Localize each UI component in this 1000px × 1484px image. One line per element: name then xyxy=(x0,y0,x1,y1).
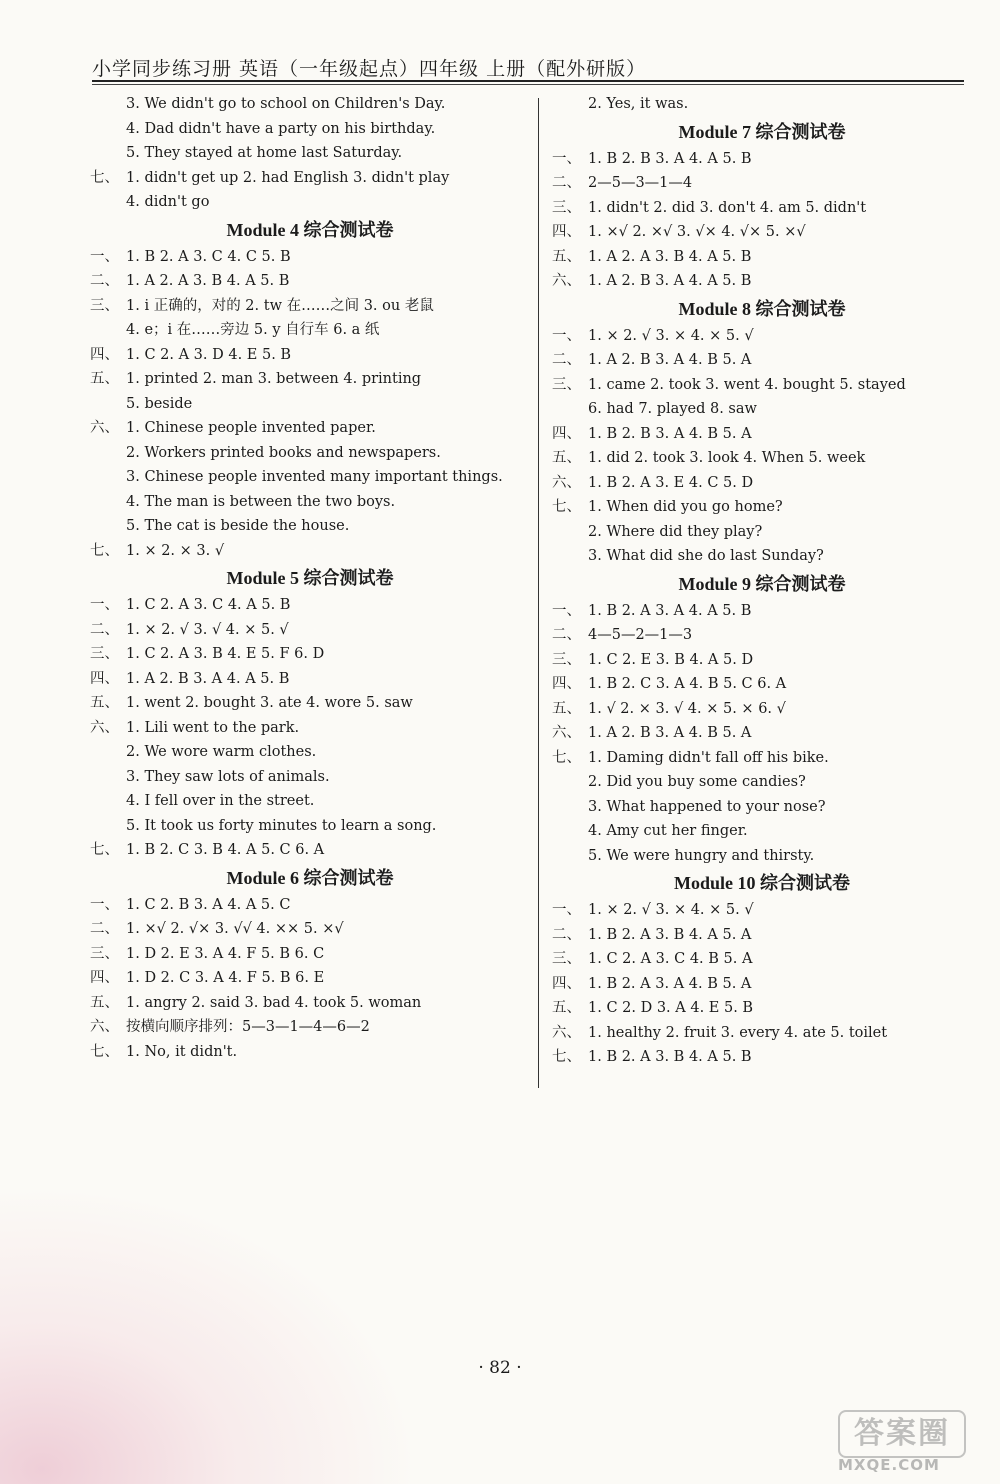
answer-row xyxy=(552,196,972,221)
answer-row xyxy=(552,269,972,294)
answer-text: 5. It took us forty minutes to learn a song. xyxy=(126,817,437,834)
answer-row xyxy=(90,92,530,117)
answer-row xyxy=(552,795,972,820)
section-number: 四、 xyxy=(552,975,581,992)
section-number: 七、 xyxy=(90,1043,119,1060)
answer-text: 1. angry 2. said 3. bad 4. took 5. woman xyxy=(126,994,422,1011)
answer-row xyxy=(552,471,972,496)
section-number: 六、 xyxy=(552,725,581,741)
module-title: Module 9 综合测试卷 xyxy=(678,573,846,594)
section-number: 七、 xyxy=(90,542,119,559)
page-number: · 82 · xyxy=(478,1358,522,1378)
answer-row xyxy=(552,819,972,844)
page-corner-stain xyxy=(0,1184,420,1484)
answer-row xyxy=(552,245,972,270)
answer-text: 4. didn't go xyxy=(126,194,210,210)
answer-text: 1. B 2. A 3. B 4. A 5. A xyxy=(588,926,752,943)
answer-text: 1. printed 2. man 3. between 4. printing xyxy=(126,371,422,387)
header-rule xyxy=(92,80,964,82)
answer-row xyxy=(90,514,530,539)
answer-text: 1. C 2. B 3. A 4. A 5. C xyxy=(126,896,291,913)
section-number: 二、 xyxy=(552,627,581,643)
answer-text: 1. D 2. E 3. A 4. F 5. B 6. C xyxy=(126,945,325,962)
answer-text: 1. A 2. B 3. A 4. B 5. A xyxy=(588,725,752,741)
answer-row xyxy=(552,348,972,373)
answer-text: 1. did 2. took 3. look 4. When 5. week xyxy=(588,450,866,466)
section-number: 六、 xyxy=(552,474,581,491)
answer-text: 4—5—2—1—3 xyxy=(588,627,693,643)
answer-text: 1. i 正确的，对的 2. tw 在……之间 3. ou 老鼠 xyxy=(126,297,434,314)
answer-text: 3. We didn't go to school on Children's Day. xyxy=(126,96,446,112)
answer-text: 4. e；i 在……旁边 5. y 自行车 6. a 纸 xyxy=(126,322,380,338)
answer-row xyxy=(552,495,972,520)
section-number: 四、 xyxy=(552,425,581,442)
answer-row xyxy=(552,520,972,545)
section-number: 二、 xyxy=(552,352,581,368)
answer-text: 1. When did you go home? xyxy=(588,499,783,515)
answer-row xyxy=(90,1015,530,1040)
answer-row xyxy=(90,667,530,692)
answer-row xyxy=(90,618,530,643)
answer-text: 5. We were hungry and thirsty. xyxy=(588,847,815,864)
answer-text: 1. A 2. A 3. B 4. A 5. B xyxy=(588,248,752,265)
answer-row xyxy=(90,367,530,392)
answer-text: 1. B 2. A 3. C 4. C 5. B xyxy=(126,248,291,265)
answer-row xyxy=(90,318,530,343)
answer-text: 1. A 2. B 3. A 4. B 5. A xyxy=(588,352,752,368)
answer-text: 1. × 2. √ 3. × 4. × 5. √ xyxy=(588,902,754,918)
section-number: 一、 xyxy=(90,248,119,265)
section-number: 四、 xyxy=(552,676,581,692)
answer-text: 1. didn't get up 2. had English 3. didn't play xyxy=(126,169,450,186)
answer-text: 6. had 7. played 8. saw xyxy=(588,401,757,417)
section-number: 五、 xyxy=(552,700,581,717)
answer-text: 1. B 2. A 3. A 4. B 5. A xyxy=(588,975,752,992)
answer-text: 1. B 2. A 3. E 4. C 5. D xyxy=(588,474,754,491)
answer-row xyxy=(90,190,530,215)
answer-row xyxy=(90,245,530,270)
section-number: 一、 xyxy=(552,602,581,619)
answer-text: 1. ×√ 2. ×√ 3. √× 4. √× 5. ×√ xyxy=(588,224,806,240)
section-number: 一、 xyxy=(90,896,119,913)
section-number: 三、 xyxy=(552,199,581,216)
answer-row xyxy=(90,642,530,667)
answer-text: 5. They stayed at home last Saturday. xyxy=(126,145,403,161)
section-number: 一、 xyxy=(552,327,581,344)
section-number: 四、 xyxy=(90,346,119,363)
module-title: Module 6 综合测试卷 xyxy=(226,867,394,888)
section-number: 三、 xyxy=(90,945,119,962)
answer-text: 1. × 2. × 3. √ xyxy=(126,542,225,559)
section-number: 六、 xyxy=(90,719,119,736)
section-number: 六、 xyxy=(90,1019,119,1035)
answer-text: 1. D 2. C 3. A 4. F 5. B 6. E xyxy=(126,970,325,986)
watermark-url: MXQE.COM xyxy=(838,1456,940,1474)
answer-row xyxy=(552,544,972,569)
answer-row xyxy=(90,966,530,991)
answer-row xyxy=(90,991,530,1016)
section-number: 一、 xyxy=(90,597,119,613)
answer-row xyxy=(90,539,530,564)
answer-text: 1. went 2. bought 3. ate 4. wore 5. saw xyxy=(126,695,413,711)
watermark-logo-text: 答案圈 xyxy=(838,1410,966,1458)
section-number: 六、 xyxy=(552,1024,581,1041)
answer-text: 2. Yes, it was. xyxy=(588,96,689,112)
answer-text: 1. B 2. C 3. A 4. B 5. C 6. A xyxy=(588,676,787,692)
answer-text: 3. What happened to your nose? xyxy=(588,798,826,815)
section-number: 七、 xyxy=(90,842,119,858)
answer-text: 1. Chinese people invented paper. xyxy=(126,420,376,436)
answer-row xyxy=(90,392,530,417)
section-number: 七、 xyxy=(552,499,581,515)
section-number: 二、 xyxy=(90,621,119,638)
answer-row xyxy=(90,141,530,166)
answer-text: 1. × 2. √ 3. √ 4. × 5. √ xyxy=(126,621,289,638)
section-number: 二、 xyxy=(90,273,119,289)
answer-row xyxy=(90,942,530,967)
answer-row xyxy=(90,465,530,490)
section-number: 二、 xyxy=(90,921,119,937)
answer-text: 1. came 2. took 3. went 4. bought 5. stayed xyxy=(588,376,906,393)
answer-row xyxy=(552,746,972,771)
answer-text: 1. ×√ 2. √× 3. √√ 4. ×× 5. ×√ xyxy=(126,921,344,937)
section-number: 七、 xyxy=(90,169,119,186)
answer-text: 1. C 2. E 3. B 4. A 5. D xyxy=(588,651,754,668)
answer-row xyxy=(552,972,972,997)
answer-text: 5. The cat is beside the house. xyxy=(126,518,350,534)
section-number: 三、 xyxy=(90,297,119,314)
answer-row xyxy=(90,294,530,319)
section-number: 七、 xyxy=(552,1049,581,1065)
section-number: 二、 xyxy=(552,926,581,943)
left-column xyxy=(90,92,530,1064)
answer-row xyxy=(90,593,530,618)
module-title: Module 8 综合测试卷 xyxy=(678,298,846,319)
answer-row xyxy=(90,269,530,294)
section-number: 三、 xyxy=(552,376,581,393)
section-number: 三、 xyxy=(90,646,119,662)
answer-text: 3. Chinese people invented many important things. xyxy=(126,469,503,485)
answer-row xyxy=(90,416,530,441)
answer-row xyxy=(552,422,972,447)
answer-text: 2. Did you buy some candies? xyxy=(588,774,806,790)
answer-row xyxy=(90,893,530,918)
answer-row xyxy=(552,324,972,349)
answer-row xyxy=(90,1040,530,1065)
answer-text: 1. C 2. A 3. D 4. E 5. B xyxy=(126,346,292,363)
section-number: 五、 xyxy=(552,450,581,466)
section-number: 四、 xyxy=(552,224,581,240)
section-number: 一、 xyxy=(552,150,581,167)
answer-text: 1. C 2. A 3. C 4. A 5. B xyxy=(126,597,291,613)
answer-text: 1. B 2. A 3. B 4. A 5. B xyxy=(588,1049,752,1065)
answer-text: 2. We wore warm clothes. xyxy=(126,744,317,760)
section-number: 五、 xyxy=(552,248,581,265)
page-header xyxy=(92,50,962,90)
answer-row xyxy=(90,814,530,839)
answer-row xyxy=(552,92,972,117)
answer-text: 4. I fell over in the street. xyxy=(126,793,315,809)
answer-text: 5. beside xyxy=(126,395,193,412)
answer-text: 1. A 2. B 3. A 4. A 5. B xyxy=(588,273,752,289)
answer-row xyxy=(552,446,972,471)
answer-row xyxy=(90,441,530,466)
answer-row xyxy=(552,147,972,172)
answer-row xyxy=(552,397,972,422)
answer-row xyxy=(552,1045,972,1070)
answer-row xyxy=(552,373,972,398)
module-title: Module 4 综合测试卷 xyxy=(226,219,394,240)
answer-text: 1. × 2. √ 3. × 4. × 5. √ xyxy=(588,327,754,344)
section-number: 五、 xyxy=(90,371,119,387)
header-title: 小学同步练习册 英语（一年级起点）四年级 上册（配外研版） xyxy=(92,58,647,80)
answer-text: 1. Daming didn't fall off his bike. xyxy=(588,749,829,766)
section-number: 三、 xyxy=(552,951,581,967)
module-title: Module 10 综合测试卷 xyxy=(673,873,850,893)
answer-text: 1. B 2. C 3. B 4. A 5. C 6. A xyxy=(126,842,325,858)
answer-text: 2. Workers printed books and newspapers. xyxy=(126,444,441,461)
answer-row xyxy=(90,166,530,191)
section-number: 二、 xyxy=(552,175,581,191)
answer-text: 3. They saw lots of animals. xyxy=(126,768,330,785)
section-number: 七、 xyxy=(552,749,581,766)
answer-row xyxy=(552,721,972,746)
answer-text: 1. No, it didn't. xyxy=(126,1043,238,1060)
answer-row xyxy=(552,697,972,722)
section-number: 五、 xyxy=(552,1000,581,1016)
section-number: 一、 xyxy=(552,902,581,918)
module-title: Module 7 综合测试卷 xyxy=(678,121,846,142)
answer-row xyxy=(90,343,530,368)
watermark-logo xyxy=(838,1410,988,1476)
section-number: 四、 xyxy=(90,670,119,687)
section-number: 四、 xyxy=(90,970,119,986)
answer-text: 1. B 2. A 3. A 4. A 5. B xyxy=(588,602,752,619)
right-column xyxy=(552,92,972,1070)
section-number: 五、 xyxy=(90,695,119,711)
answer-row xyxy=(552,648,972,673)
section-number: 六、 xyxy=(552,273,581,289)
answer-text: 1. C 2. A 3. B 4. E 5. F 6. D xyxy=(126,646,325,662)
answer-text: 1. B 2. B 3. A 4. B 5. A xyxy=(588,425,752,442)
answer-row xyxy=(552,1021,972,1046)
answer-text: 3. What did she do last Sunday? xyxy=(588,548,824,564)
answer-row xyxy=(552,599,972,624)
answer-row xyxy=(90,765,530,790)
answer-row xyxy=(552,623,972,648)
answer-text: 1. healthy 2. fruit 3. every 4. ate 5. toilet xyxy=(588,1024,888,1041)
answer-text: 4. The man is between the two boys. xyxy=(126,493,396,510)
answer-row xyxy=(552,770,972,795)
answer-row xyxy=(552,220,972,245)
answer-row xyxy=(90,117,530,142)
answer-text: 1. C 2. A 3. C 4. B 5. A xyxy=(588,951,753,967)
answer-row xyxy=(90,740,530,765)
section-number: 六、 xyxy=(90,420,119,436)
answer-text: 1. B 2. B 3. A 4. A 5. B xyxy=(588,150,752,167)
answer-row xyxy=(552,923,972,948)
answer-row xyxy=(90,691,530,716)
answer-text: 1. A 2. B 3. A 4. A 5. B xyxy=(126,670,290,687)
answer-row xyxy=(552,672,972,697)
answer-row xyxy=(90,917,530,942)
section-number: 五、 xyxy=(90,994,119,1011)
answer-text: 按横向顺序排列：5—3—1—4—6—2 xyxy=(126,1019,370,1035)
answer-text: 1. √ 2. × 3. √ 4. × 5. × 6. √ xyxy=(588,700,786,717)
answer-text: 4. Dad didn't have a party on his birthday. xyxy=(126,120,436,137)
answer-text: 1. Lili went to the park. xyxy=(126,719,300,736)
answer-row xyxy=(552,844,972,869)
answer-text: 2—5—3—1—4 xyxy=(588,175,693,191)
answer-text: 2. Where did they play? xyxy=(588,523,763,540)
answer-text: 1. C 2. D 3. A 4. E 5. B xyxy=(588,1000,754,1016)
answer-text: 1. A 2. A 3. B 4. A 5. B xyxy=(126,273,290,289)
answer-row xyxy=(552,996,972,1021)
answer-text: 1. didn't 2. did 3. don't 4. am 5. didn't xyxy=(588,199,867,216)
answer-row xyxy=(90,490,530,515)
module-title: Module 5 综合测试卷 xyxy=(226,568,394,588)
header-rule-thin xyxy=(92,84,964,85)
section-number: 三、 xyxy=(552,651,581,668)
answer-text: 4. Amy cut her finger. xyxy=(588,823,748,839)
answer-row xyxy=(552,171,972,196)
answer-row xyxy=(90,838,530,863)
answer-row xyxy=(90,789,530,814)
answer-row xyxy=(552,947,972,972)
column-divider xyxy=(538,98,539,1088)
answer-row xyxy=(90,716,530,741)
answer-row xyxy=(552,898,972,923)
